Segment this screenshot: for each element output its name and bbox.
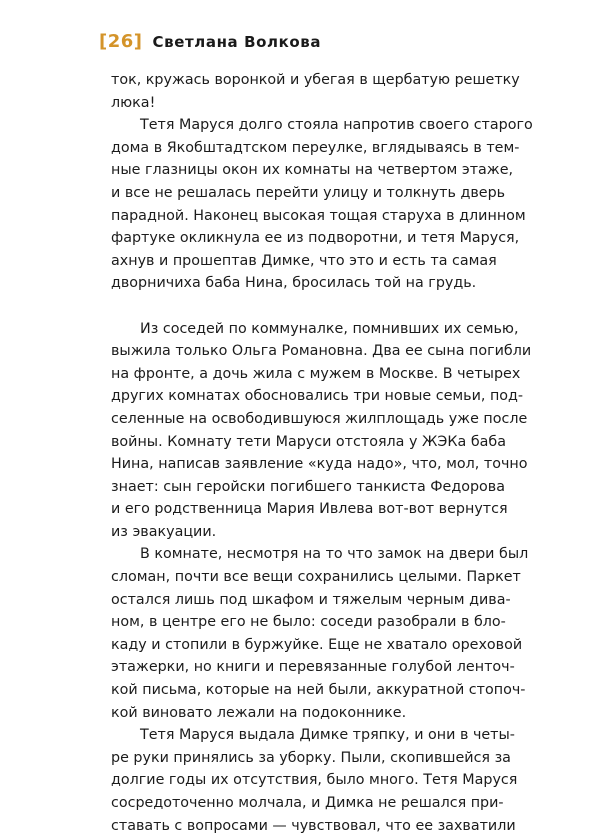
text-line: дворничиха баба Нина, бросилась той на грудь. xyxy=(111,275,477,292)
text-line: селенные на освободившуюся жилплощадь уже после xyxy=(111,410,528,427)
text-line: и его родственница Мария Ивлева вот-вот вернутся xyxy=(111,501,508,518)
text-line: сломан, почти все вещи сохранились целыми. Паркет xyxy=(111,569,521,586)
text-line: выжила только Ольга Романовна. Два ее сына погибли xyxy=(111,343,532,360)
text-line: ток, кружась воронкой и убегая в щербатую решетку xyxy=(111,72,520,88)
section-break xyxy=(111,295,489,318)
text-line: остался лишь под шкафом и тяжелым черным дива- xyxy=(111,591,511,608)
text-line: кой виновато лежали на подоконнике. xyxy=(111,704,407,721)
running-header xyxy=(99,31,321,52)
text-line: сосредоточенно молчала, и Димка не решался при- xyxy=(111,795,504,811)
text-line: Тетя Маруся выдала Димке тряпку, и они в четы- xyxy=(140,727,515,744)
page-body xyxy=(111,69,533,837)
text-line: В комнате, несмотря на то что замок на двери был xyxy=(140,546,529,563)
text-line: и все не решалась перейти улицу и толкнуть дверь xyxy=(111,184,506,201)
text-line: знает: сын геройски погибшего танкиста Федорова xyxy=(111,478,505,495)
text-line: Тетя Маруся долго стояла напротив своего старого xyxy=(140,117,533,134)
author-name: Светлана Волкова xyxy=(152,33,322,51)
text-line: других комнатах обосновались три новые семьи, под- xyxy=(111,388,524,405)
text-line: ном, в центре его не было: соседи разобрали в бло- xyxy=(111,614,506,631)
text-line: дома в Якобштадтском переулке, вглядываясь в тем- xyxy=(111,139,520,156)
text-line: этажерки, но книги и перевязанные голубой ленточ- xyxy=(111,659,515,676)
text-line: ре руки принялись за уборку. Пыли, скопившейся за xyxy=(111,749,511,766)
text-line: парадной. Наконец высокая тощая старуха в длинном xyxy=(111,207,526,224)
text-line: ставать с вопросами — чувствовал, что ее захватили xyxy=(111,817,516,834)
text-line: ные глазницы окон их комнаты на четвертом этаже, xyxy=(111,162,514,179)
text-line: кой письма, которые на ней были, аккуратной стопоч- xyxy=(111,682,526,699)
text-line: войны. Комнату тети Маруси отстояла у ЖЭКа баба xyxy=(111,433,506,450)
text-line: на фронте, а дочь жила с мужем в Москве. В четырех xyxy=(111,365,521,382)
text-line: ахнув и прошептав Димке, что это и есть та самая xyxy=(111,252,497,269)
text-line: долгие годы их отсутствия, было много. Тетя Маруся xyxy=(111,772,518,789)
text-line: люка! xyxy=(111,94,156,111)
text-line: каду и стопили в буржуйке. Еще не хватало ореховой xyxy=(111,636,523,653)
text-line: из эвакуации. xyxy=(111,523,217,540)
page-number: [26] xyxy=(99,31,143,52)
text-line: Нина, написав заявление «куда надо», что, мол, точно xyxy=(111,456,528,473)
text-line: фартуке окликнула ее из подворотни, и тетя Маруся, xyxy=(111,230,520,247)
text-line: Из соседей по коммуналке, помнивших их семью, xyxy=(140,320,519,337)
